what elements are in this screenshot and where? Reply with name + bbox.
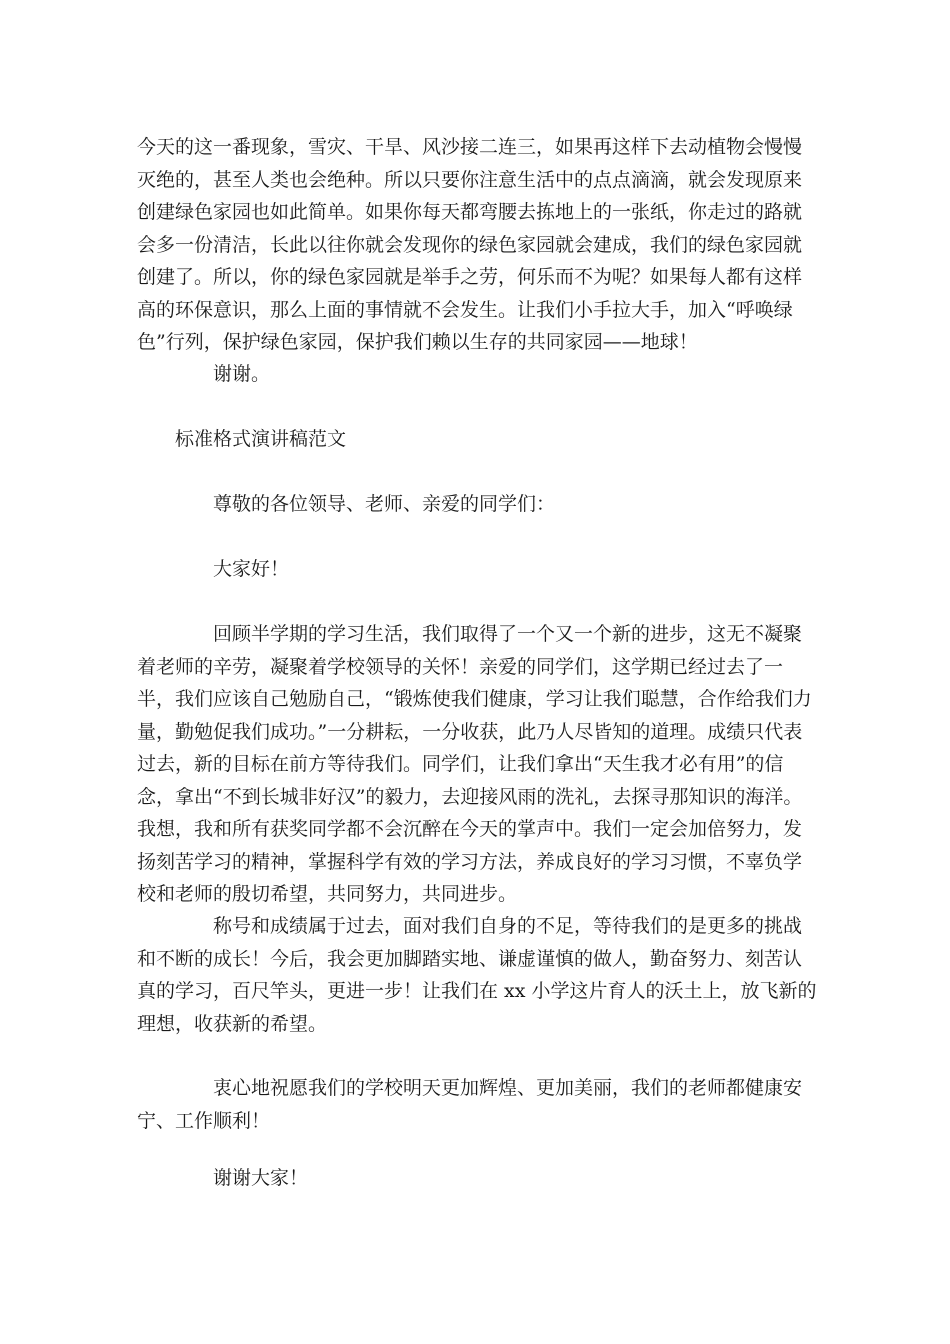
paragraph-closing-thanks: 谢谢大家！	[213, 1167, 309, 1189]
paragraph-future-goals: 称号和成绩属于过去，面对我们自身的不足，等待我们的是更多的挑战和不断的成长！今后，我会更加脚踏实地、谦虚谨慎的做人，勤奋努力、刻苦认真的学习，百尺竿头，更进一步！让我们在 xx 小学这片育人的沃土上，放飞新的理想，收获新的希望。	[137, 915, 817, 1035]
greeting: 大家好！	[213, 558, 290, 580]
paragraph-green-home-closing: 今天的这一番现象，雪灾、干旱、风沙接二连三，如果再这样下去动植物会慢慢灭绝的，甚至人类也会绝种。所以只要你注意生活中的点点滴滴，就会发现原来创建绿色家园也如此简单。如果你每天都弯腰去拣地上的一张纸，你走过的路就会多一份清洁，长此以往你就会发现你的绿色家园就会建成，我们的绿色家园就创建了。所以，你的绿色家园就是举手之劳，何乐而不为呢？如果每人都有这样高的环保意识，那么上面的事情就不会发生。让我们小手拉大手，加入“呼唤绿色”行列，保护绿色家园，保护我们赖以生存的共同家园——地球！	[137, 136, 803, 353]
paragraph-thanks: 谢谢。	[213, 363, 271, 385]
salutation: 尊敬的各位领导、老师、亲爱的同学们：	[213, 493, 556, 515]
section-title: 标准格式演讲稿范文	[175, 428, 347, 450]
paragraph-review-semester: 回顾半学期的学习生活，我们取得了一个又一个新的进步，这无不凝聚着老师的辛劳，凝聚着学校领导的关怀！亲爱的同学们，这学期已经过去了一半，我们应该自己勉励自己，“锻炼使我们健康，学习让我们聪慧，合作给我们力量，勤勉促我们成功。”一分耕耘，一分收获，此乃人尽皆知的道理。成绩只代表过去，新的目标在前方等待我们。同学们，让我们拿出“天生我才必有用”的信念，拿出“不到长城非好汉”的毅力，去迎接风雨的洗礼，去探寻那知识的海洋。我想，我和所有获奖同学都不会沉醉在今天的掌声中。我们一定会加倍努力，发扬刻苦学习的精神，掌握科学有效的学习方法，养成良好的学习习惯，不辜负学校和老师的殷切希望，共同努力，共同进步。	[137, 623, 812, 905]
paragraph-wishes: 衷心地祝愿我们的学校明天更加辉煌、更加美丽，我们的老师都健康安宁、工作顺利！	[137, 1077, 803, 1132]
